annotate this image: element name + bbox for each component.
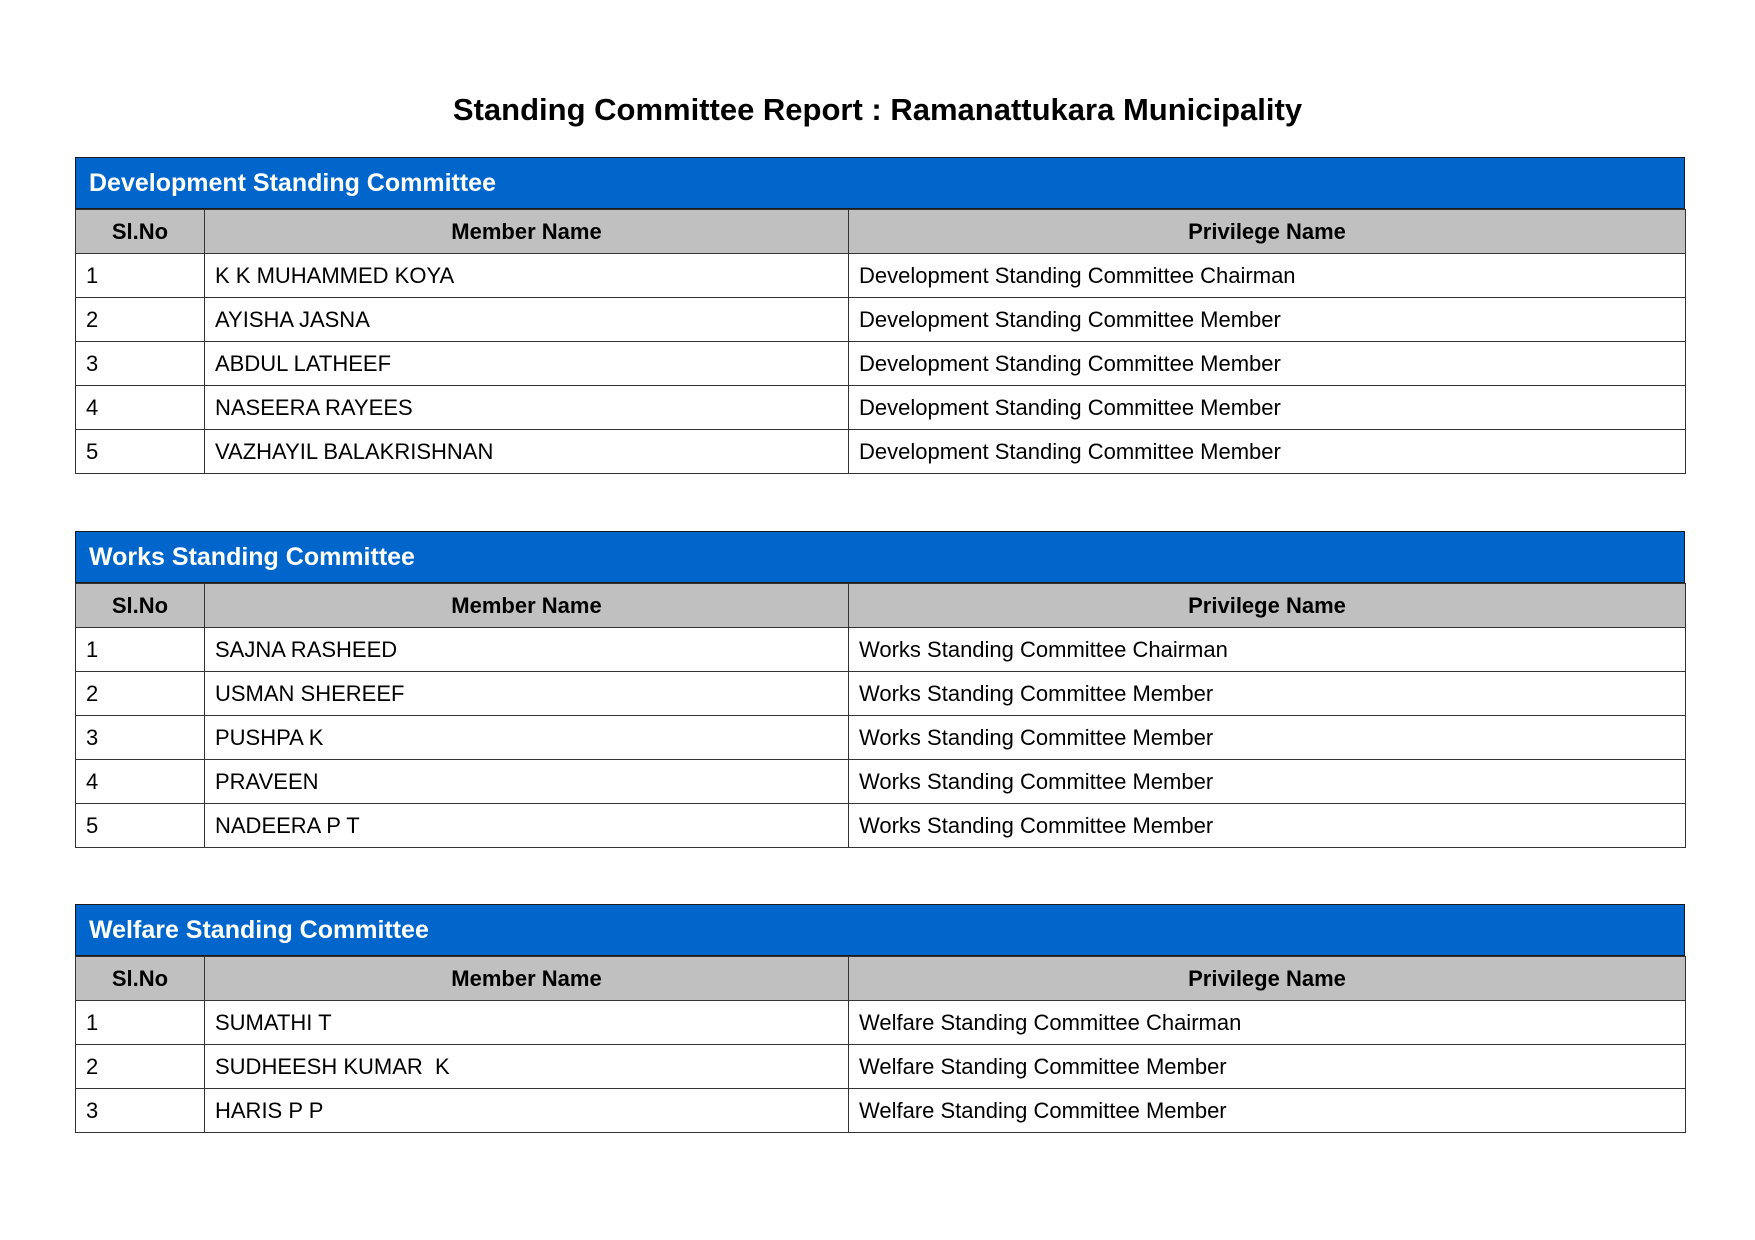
cell-privilege-name: Development Standing Committee Member [849,430,1686,474]
table-row [76,716,1686,760]
column-header-privilege-name: Privilege Name [849,584,1686,628]
table-header-row [76,584,1686,628]
cell-member-name: AYISHA JASNA [205,298,849,342]
committee-section-welfare [75,904,1685,1133]
table-row [76,804,1686,848]
column-header-sl-no: Sl.No [76,957,205,1001]
cell-sl-no: 2 [76,298,205,342]
table-row [76,342,1686,386]
table-row [76,1001,1686,1045]
cell-sl-no: 1 [76,628,205,672]
column-header-privilege-name: Privilege Name [849,957,1686,1001]
cell-sl-no: 5 [76,804,205,848]
table-header-row [76,957,1686,1001]
cell-member-name: NASEERA RAYEES [205,386,849,430]
cell-privilege-name: Development Standing Committee Member [849,298,1686,342]
column-header-sl-no: Sl.No [76,210,205,254]
cell-sl-no: 2 [76,1045,205,1089]
cell-member-name: PUSHPA K [205,716,849,760]
cell-member-name: SAJNA RASHEED [205,628,849,672]
table-row [76,386,1686,430]
cell-member-name: HARIS P P [205,1089,849,1133]
committee-table [75,956,1686,1133]
cell-privilege-name: Welfare Standing Committee Member [849,1045,1686,1089]
cell-sl-no: 4 [76,760,205,804]
cell-privilege-name: Development Standing Committee Chairman [849,254,1686,298]
table-row [76,298,1686,342]
cell-sl-no: 4 [76,386,205,430]
cell-privilege-name: Works Standing Committee Chairman [849,628,1686,672]
committee-section-development [75,157,1685,474]
cell-privilege-name: Works Standing Committee Member [849,716,1686,760]
column-header-privilege-name: Privilege Name [849,210,1686,254]
cell-privilege-name: Welfare Standing Committee Member [849,1089,1686,1133]
cell-sl-no: 3 [76,1089,205,1133]
cell-sl-no: 1 [76,1001,205,1045]
cell-sl-no: 3 [76,342,205,386]
cell-member-name: K K MUHAMMED KOYA [205,254,849,298]
table-row [76,1045,1686,1089]
committee-title: Development Standing Committee [75,157,1685,209]
cell-member-name: PRAVEEN [205,760,849,804]
cell-member-name: NADEERA P T [205,804,849,848]
committee-section-works [75,531,1685,848]
cell-member-name: SUDHEESH KUMAR K [205,1045,849,1089]
column-header-member-name: Member Name [205,584,849,628]
cell-privilege-name: Works Standing Committee Member [849,804,1686,848]
cell-member-name: VAZHAYIL BALAKRISHNAN [205,430,849,474]
cell-privilege-name: Development Standing Committee Member [849,386,1686,430]
cell-sl-no: 3 [76,716,205,760]
committee-title: Welfare Standing Committee [75,904,1685,956]
committee-table [75,583,1686,848]
column-header-member-name: Member Name [205,957,849,1001]
cell-member-name: ABDUL LATHEEF [205,342,849,386]
cell-privilege-name: Development Standing Committee Member [849,342,1686,386]
cell-member-name: SUMATHI T [205,1001,849,1045]
committee-table [75,209,1686,474]
cell-privilege-name: Works Standing Committee Member [849,672,1686,716]
committee-title: Works Standing Committee [75,531,1685,583]
cell-sl-no: 2 [76,672,205,716]
column-header-sl-no: Sl.No [76,584,205,628]
table-row [76,254,1686,298]
cell-privilege-name: Works Standing Committee Member [849,760,1686,804]
page-title: Standing Committee Report : Ramanattukara Municipality [452,92,1303,127]
table-header-row [76,210,1686,254]
table-row [76,628,1686,672]
cell-privilege-name: Welfare Standing Committee Chairman [849,1001,1686,1045]
cell-sl-no: 5 [76,430,205,474]
table-row [76,430,1686,474]
column-header-member-name: Member Name [205,210,849,254]
table-row [76,1089,1686,1133]
table-row [76,672,1686,716]
table-row [76,760,1686,804]
cell-member-name: USMAN SHEREEF [205,672,849,716]
cell-sl-no: 1 [76,254,205,298]
